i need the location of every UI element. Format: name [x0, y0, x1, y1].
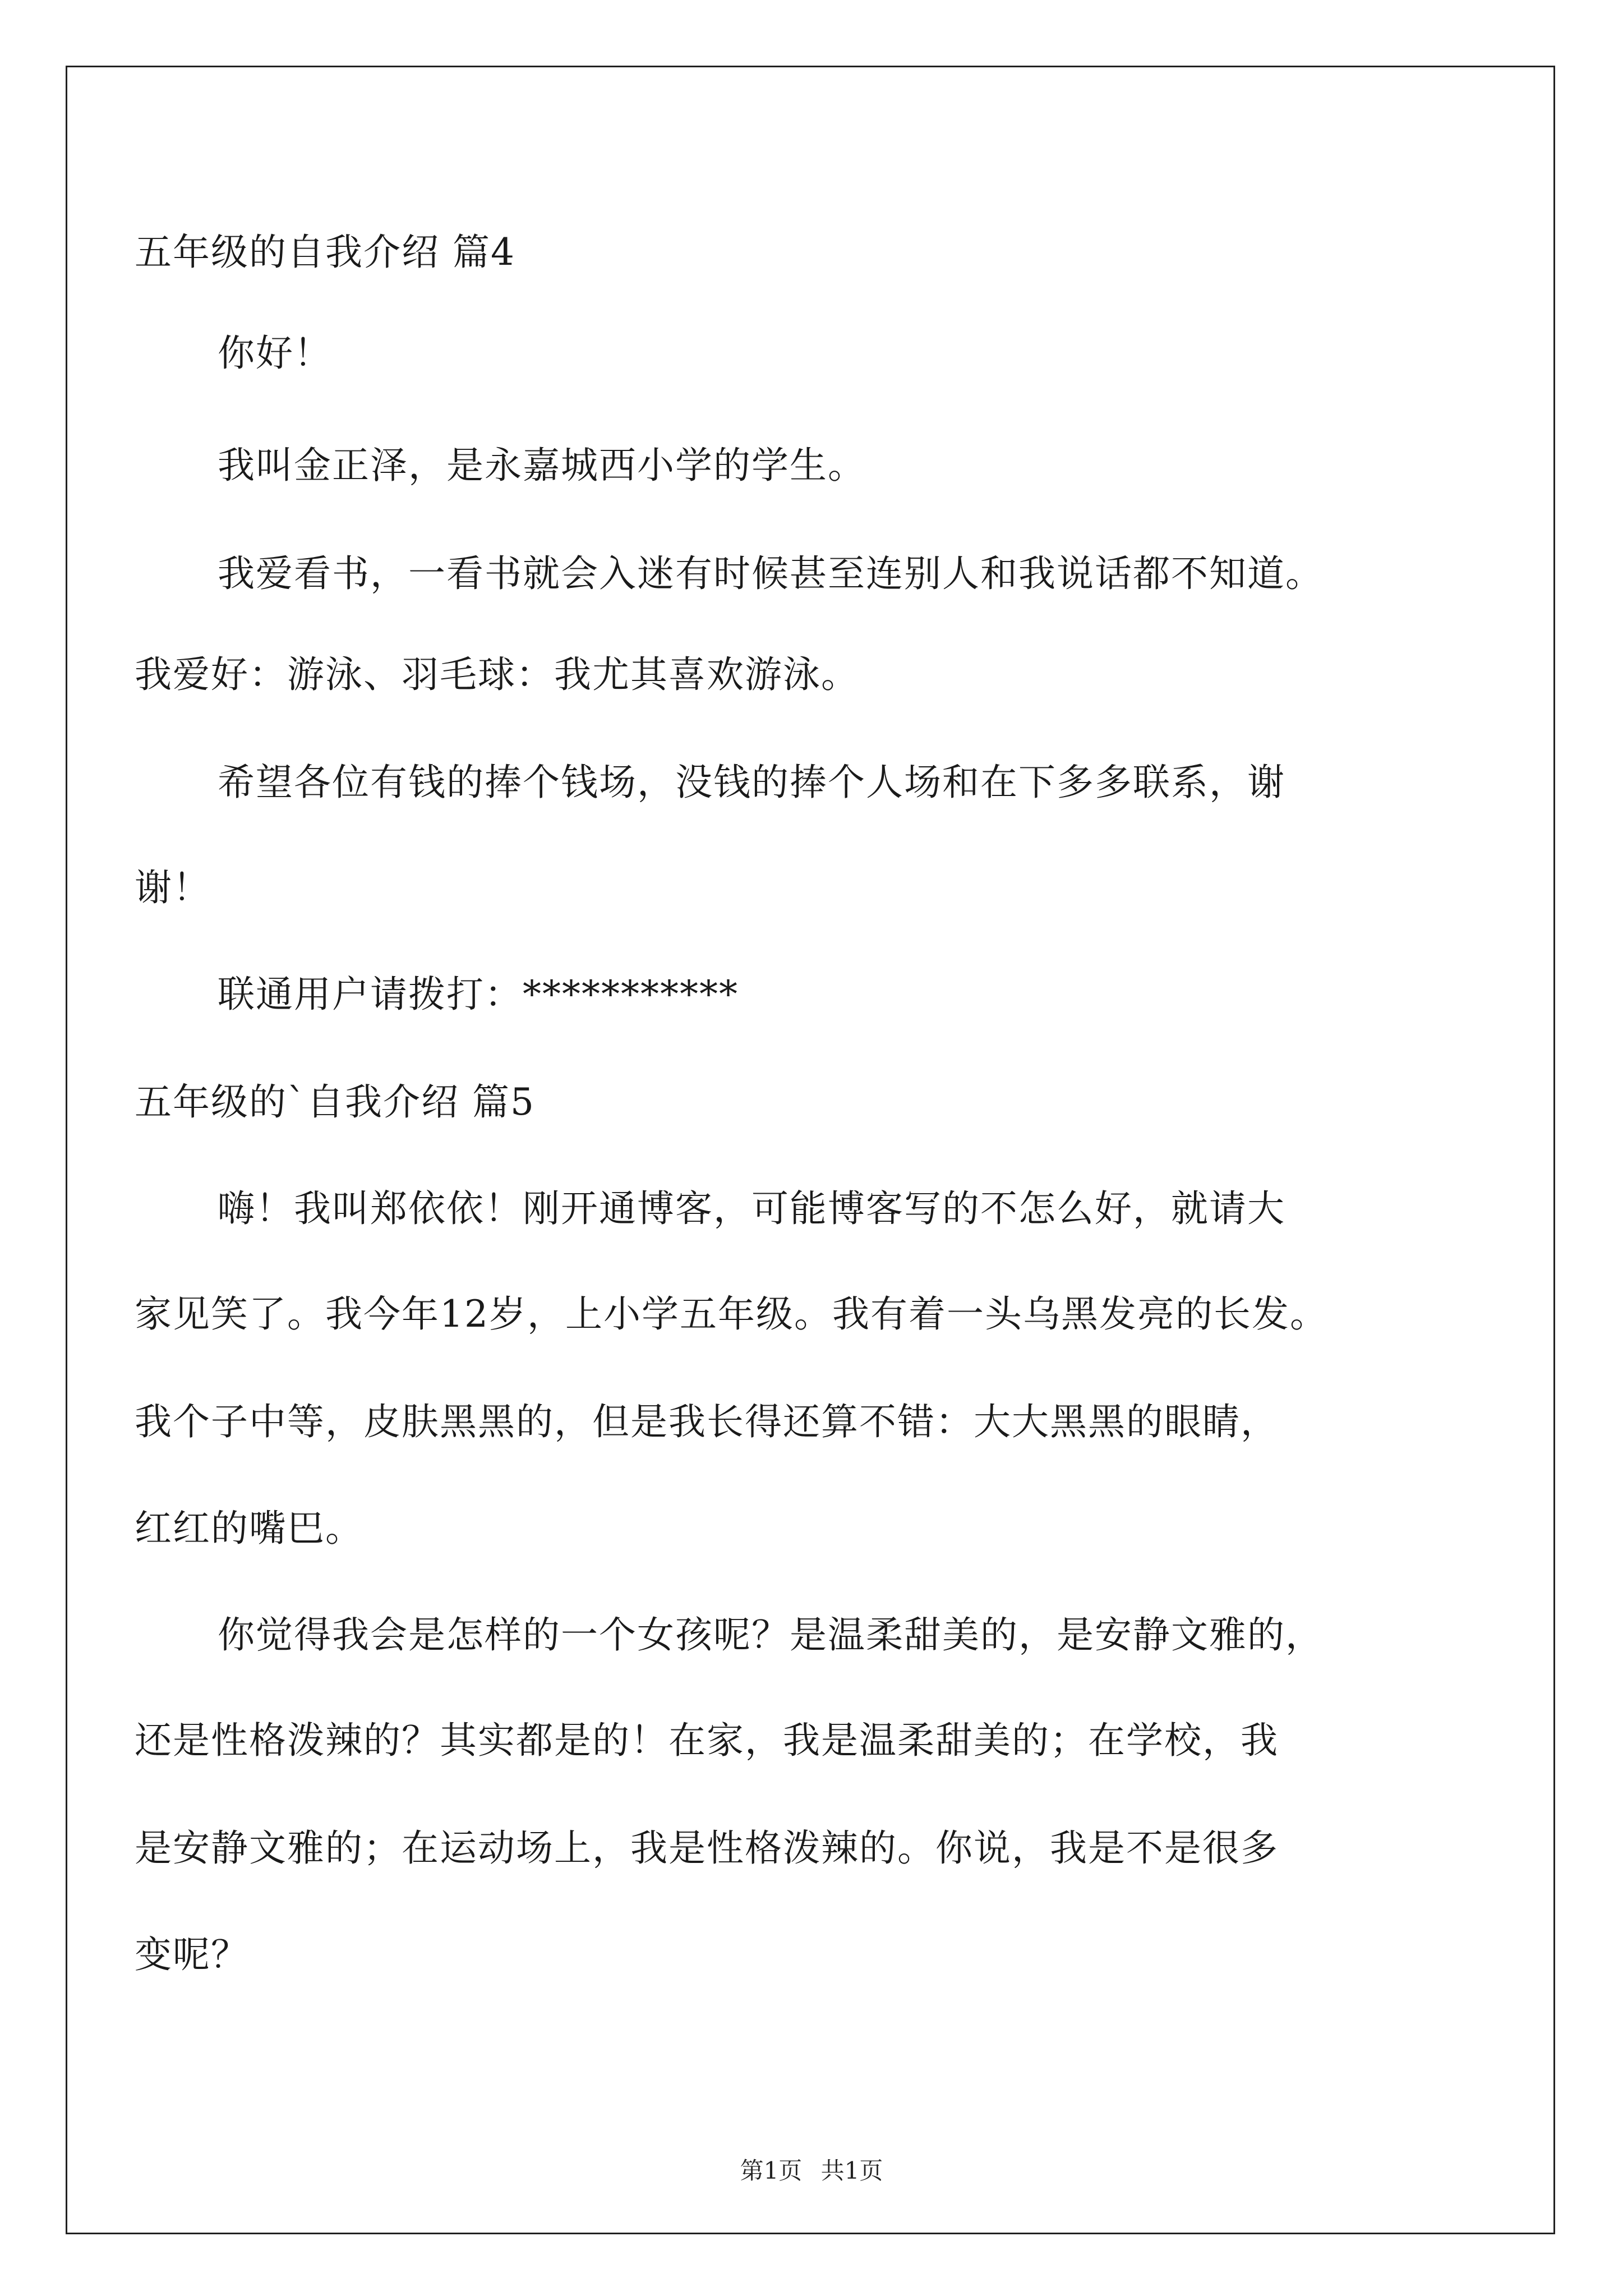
paragraph-name: 我叫金正泽，是永嘉城西小学的学生。 — [218, 444, 866, 487]
page-number: 第1页 — [740, 2157, 803, 2184]
paragraph-contact: 联通用户请拨打：*********** — [218, 973, 739, 1016]
paragraph-reading-line-1: 我爱看书，一看书就会入迷有时候甚至连别人和我说话都不知道。 — [218, 552, 1324, 595]
paragraph-intro-line-2: 家见笑了。我今年12岁，上小学五年级。我有着一头乌黑发亮的长发。 — [135, 1292, 1328, 1336]
paragraph-hope-line-1: 希望各位有钱的捧个钱场，没钱的捧个人场和在下多多联系，谢 — [218, 761, 1285, 804]
paragraph-personality-line-4: 变呢？ — [135, 1933, 249, 1976]
paragraph-hope-line-2: 谢！ — [135, 866, 211, 909]
page-border — [66, 66, 1555, 2234]
paragraph-personality-line-3: 是安静文雅的；在运动场上，我是性格泼辣的。你说，我是不是很多 — [135, 1826, 1279, 1870]
paragraph-intro-line-3: 我个子中等，皮肤黑黑的，但是我长得还算不错：大大黑黑的眼睛， — [135, 1400, 1279, 1443]
section-heading-5: 五年级的`自我介绍 篇5 — [135, 1080, 535, 1124]
page-total: 共1页 — [820, 2157, 883, 2184]
paragraph-intro-line-1: 嗨！我叫郑依依！刚开通博客，可能博客写的不怎么好，就请大 — [218, 1187, 1285, 1230]
section-heading-4: 五年级的自我介绍 篇4 — [135, 231, 515, 274]
paragraph-personality-line-1: 你觉得我会是怎样的一个女孩呢？是温柔甜美的，是安静文雅的， — [218, 1613, 1324, 1657]
paragraph-personality-line-2: 还是性格泼辣的？其实都是的！在家，我是温柔甜美的；在学校，我 — [135, 1719, 1279, 1762]
paragraph-intro-line-4: 红红的嘴巴。 — [135, 1507, 363, 1550]
paragraph-greeting: 你好！ — [218, 332, 332, 375]
paragraph-reading-line-2: 我爱好：游泳、羽毛球：我尤其喜欢游泳。 — [135, 653, 859, 696]
page-footer — [0, 2154, 1623, 2188]
